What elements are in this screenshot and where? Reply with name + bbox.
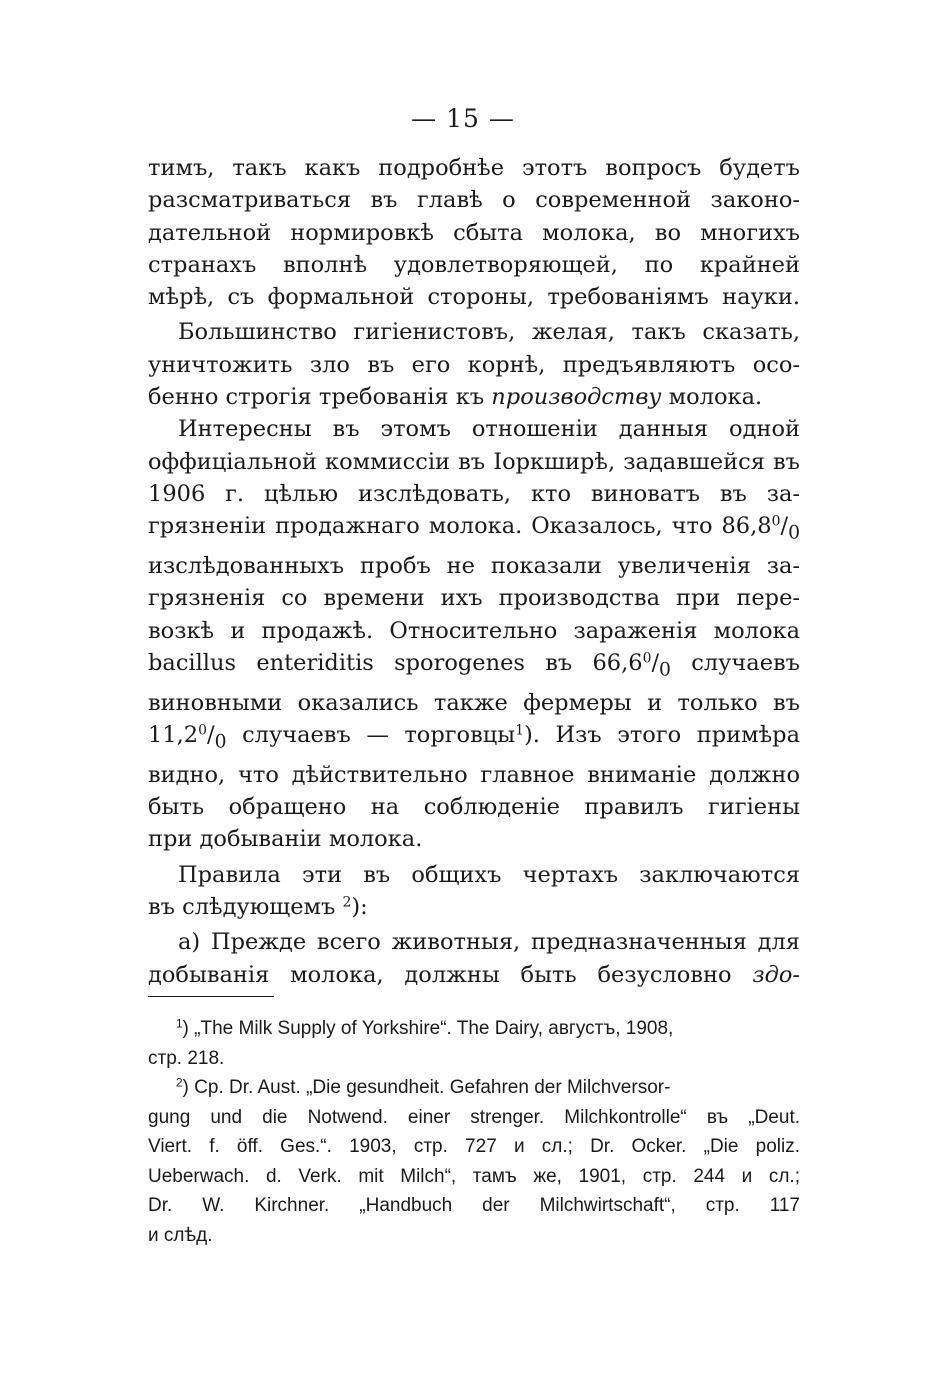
page-number: — 15 — — [411, 104, 515, 133]
text-segment: bacillus enteriditis sporogenes въ 66,6 — [148, 649, 643, 676]
text-line: возкѣ и продажѣ. Относительно зараженія молока — [148, 617, 800, 644]
text-line: а) Прежде всего животныя, предназначенныя для — [178, 929, 800, 956]
text-line: Большинство гигіенистовъ, желая, такъ сказать, — [178, 319, 800, 346]
text-segment: случаевъ — торговцы — [242, 722, 516, 749]
footnotes — [148, 1014, 800, 1250]
text-line: видно, что дѣйствительно главное вниманіе должно — [148, 761, 800, 788]
text-line: Интересны въ этомъ отношеніи данныя одной — [178, 416, 800, 443]
text-segment: случаевъ — [691, 649, 800, 676]
text-segment: ) „The Milk Supply of Yorkshire“. The Dairy, августъ, 1908, — [182, 1018, 674, 1039]
footnote-line — [148, 1014, 800, 1044]
footnote-line: Ueberwach. d. Verk. mit Milch“, тамъ же, 1901, стр. 244 и сл.; — [148, 1165, 800, 1187]
text-line: изслѣдованныхъ пробъ не показали увеличенія за- — [148, 553, 800, 580]
text-segment: въ слѣдующемъ — [148, 894, 336, 921]
text-line — [148, 891, 800, 923]
text-line: дательной нормировкѣ сбыта молока, во многихъ — [148, 219, 800, 246]
text-line: странахъ вполнѣ удовлетворяющей, по крайней — [148, 251, 800, 278]
footnote-line: стр. 218. — [148, 1047, 225, 1069]
text-line: оффиціальной коммиссіи въ Іоркширѣ, задавшейся въ — [148, 448, 800, 475]
text-line: разсматриваться въ главѣ о современной законо- — [148, 187, 800, 214]
superscript: 0 — [771, 513, 781, 530]
footnote-line: и слѣд. — [148, 1224, 213, 1246]
main-text — [148, 152, 800, 991]
text-line: быть обращено на соблюденіе правилъ гигіены — [148, 794, 800, 821]
italic-word: здо- — [752, 961, 800, 988]
text-segment: ) Cp. Dr. Aust. „Die gesundheit. Gefahren der Milchversor- — [182, 1077, 671, 1098]
text-line: Правила эти въ общихъ чертахъ заключаются — [178, 861, 800, 888]
percent-slash: / — [206, 722, 215, 749]
text-line — [148, 510, 800, 550]
footnote-separator — [148, 996, 274, 997]
footnote-line: Viert. f. öff. Ges.“. 1903, стр. 727 и сл.; Dr. Ocker. „Die poliz. — [148, 1136, 800, 1157]
text-line — [148, 719, 800, 759]
footnote-ref: 2 — [342, 894, 352, 911]
footnote-marker: 1 — [176, 1017, 183, 1031]
text-line — [148, 647, 800, 687]
italic-word: производству — [491, 384, 662, 411]
text-line: грязненія со времени ихъ производства при пере- — [148, 585, 800, 612]
superscript: 0 — [642, 650, 652, 667]
text-line — [148, 381, 800, 413]
subscript: 0 — [788, 522, 800, 544]
footnote-line: gung und die Notwend. einer strenger. Milchkontrolle“ въ „Deut. — [148, 1106, 800, 1128]
subscript: 0 — [214, 731, 227, 753]
footnote-line — [148, 1073, 800, 1103]
text-segment: молока. — [668, 384, 763, 411]
text-segment: добыванія молока, должны быть безусловно — [148, 961, 732, 988]
footnote-line: Dr. W. Kirchner. „Handbuch der Milchwirtschaft“, стр. 117 — [148, 1195, 800, 1216]
subscript: 0 — [659, 659, 671, 681]
text-line: уничтожить зло въ его корнѣ, предъявляютъ осо- — [148, 351, 800, 378]
text-line: тимъ, такъ какъ подробнѣе этотъ вопросъ будетъ — [148, 155, 800, 181]
superscript: 0 — [198, 722, 207, 739]
text-segment: бенно строгія требованія къ — [148, 384, 485, 411]
text-line: 1906 г. цѣлью изслѣдовать, кто виноватъ въ за- — [148, 480, 800, 507]
footnote-marker: 2 — [176, 1076, 183, 1090]
text-line — [148, 959, 800, 991]
footnote-ref: 1 — [515, 722, 525, 739]
text-line: виновными оказались также фермеры и только въ — [148, 689, 800, 716]
text-segment: ). Изъ этого примѣра — [524, 722, 800, 749]
text-segment: грязненіи продажнаго молока. Оказалось, что 86,8 — [148, 513, 772, 540]
text-segment: 11,2 — [148, 722, 199, 749]
text-line: при добываніи молока. — [148, 826, 423, 853]
text-line: мѣрѣ, съ формальной стороны, требованіямъ науки. — [148, 284, 800, 311]
percent-slash: / — [780, 513, 789, 540]
percent-slash: / — [651, 649, 660, 676]
text-segment: ): — [351, 894, 368, 921]
